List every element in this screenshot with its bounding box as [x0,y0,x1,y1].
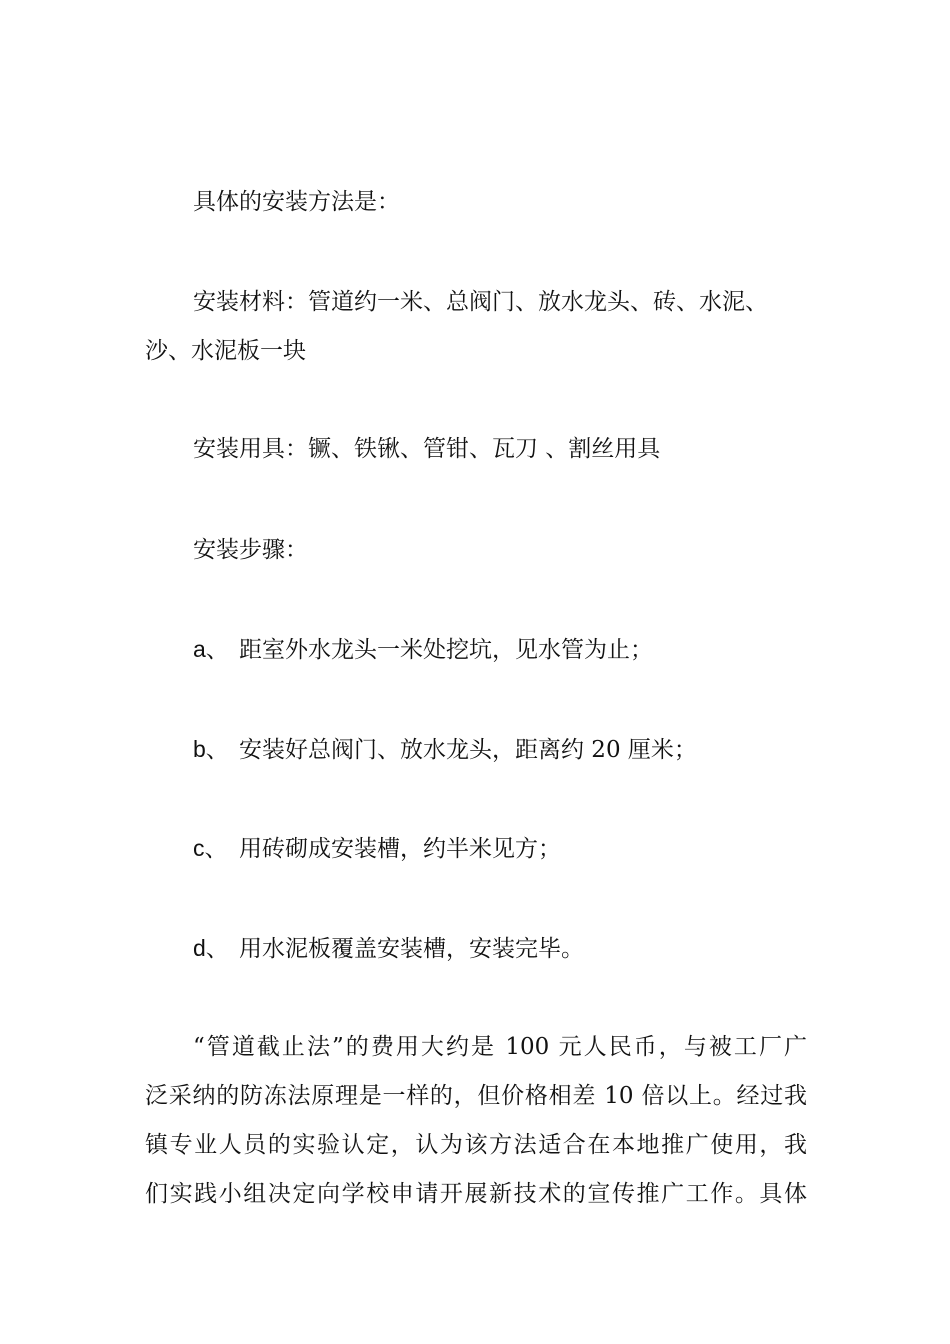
materials-line-1: 安装材料：管道约一米、总阀门、放水龙头、砖、水泥、 [193,289,768,315]
step-c [193,828,561,869]
step-marker: a、 [193,636,229,662]
tools-text: 安装用具：镢、铁锹、管钳、瓦刀 、割丝用具 [193,436,661,462]
step-marker: b、 [193,736,229,762]
step-marker: d、 [193,935,229,961]
step-text: 用砖砌成安装槽，约半米见方； [239,836,561,862]
step-text: 距室外水龙头一米处挖坑，见水管为止； [239,637,653,663]
step-b [193,729,697,770]
intro-text: 具体的安装方法是： [193,189,400,215]
step-text: 安装好总阀门、放水龙头，距离约 20 厘米； [239,737,697,763]
step-marker: c、 [193,835,228,861]
paragraph-line-1: “管道截止法”的费用大约是 100 元人民币，与被工厂广 [193,1034,807,1060]
step-text: 用水泥板覆盖安装槽，安装完毕。 [239,936,584,962]
materials-line-2: 沙、水泥板一块 [145,338,306,364]
step-a [193,629,653,670]
paragraph-line-4: 们实践小组决定向学校申请开展新技术的宣传推广工作。具体 [145,1181,807,1207]
paragraph-line-3: 镇专业人员的实验认定，认为该方法适合在本地推广使用，我 [145,1132,807,1158]
step-d [193,928,584,969]
paragraph-line-2: 泛采纳的防冻法原理是一样的，但价格相差 10 倍以上。经过我 [145,1083,807,1109]
steps-heading: 安装步骤： [193,537,308,563]
